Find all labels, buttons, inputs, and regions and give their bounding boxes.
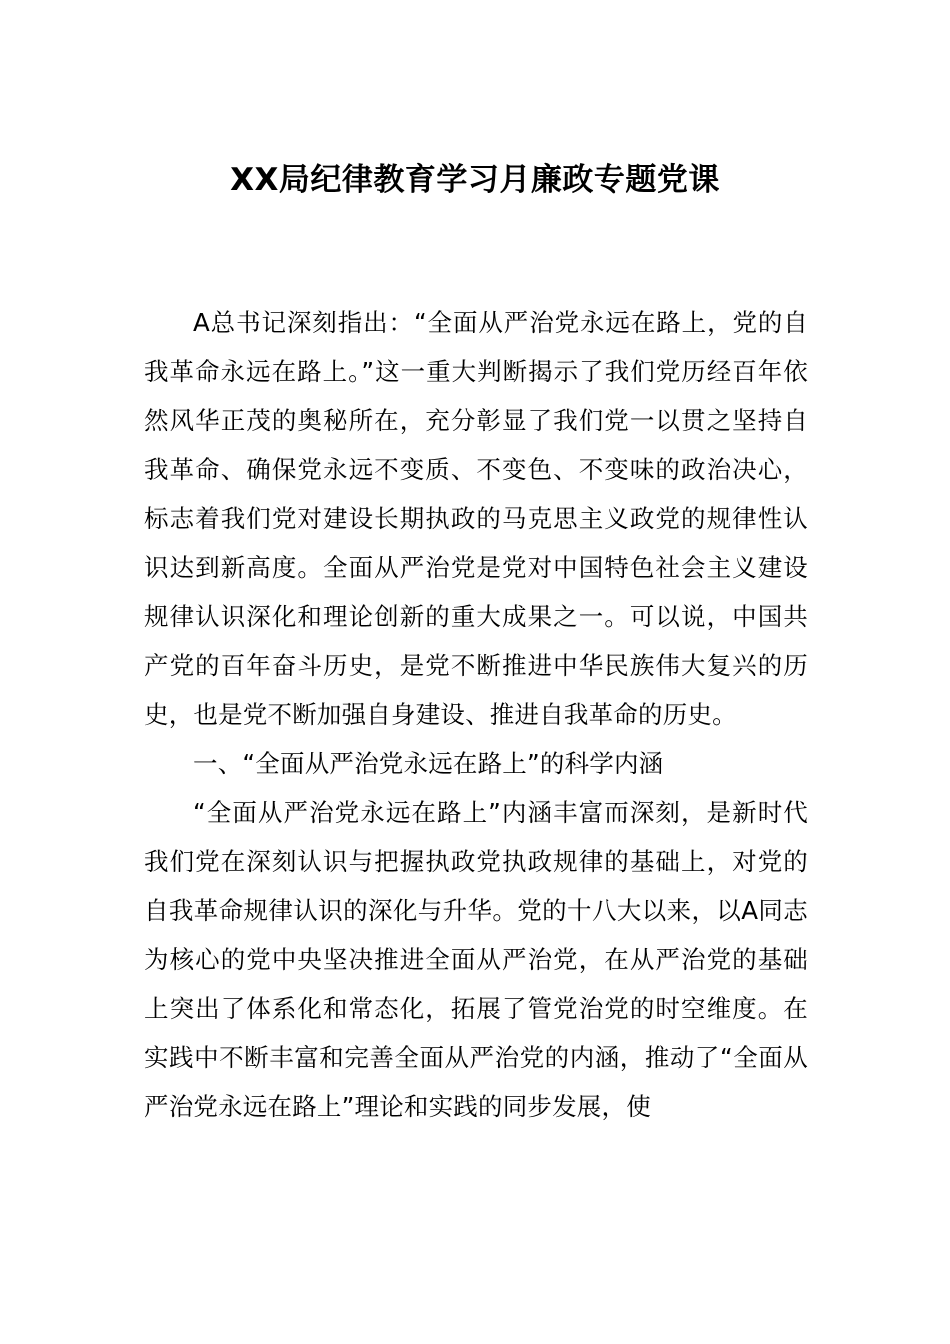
body-paragraph-intro: A总书记深刻指出：“全面从严治党永远在路上，党的自我革命永远在路上。”这一重大判断揭示了我们党历经百年依然风华正茂的奥秘所在，充分彰显了我们党一以贯之坚持自我革命、确保党永远不变质、不变色、不变味的政治决心，标志着我们党对建设长期执政的马克思主义政党的规律性认识达到新高度。全面从严治党是党对中国特色社会主义建设规律认识深化和理论创新的重大成果之一。可以说，中国共产党的百年奋斗历史，是党不断推进中华民族伟大复兴的历史，也是党不断加强自身建设、推进自我革命的历史。 <box>144 308 808 729</box>
document-title: XX局纪律教育学习月廉政专题党课 <box>230 162 720 198</box>
body-paragraph-section-1: “全面从严治党永远在路上”内涵丰富而深刻，是新时代我们党在深刻认识与把握执政党执政规律的基础上，对党的自我革命规律认识的深化与升华。党的十八大以来，以A同志为核心的党中央坚决推进全面从严治党，在从严治党的基础上突出了体系化和常态化，拓展了管党治党的时空维度。在实践中不断丰富和完善全面从严治党的内涵，推动了“全面从严治党永远在路上”理论和实践的同步发展，使 <box>144 798 808 1121</box>
section-heading-1: 一、“全面从严治党永远在路上”的科学内涵 <box>193 749 664 778</box>
document-body <box>144 298 808 1131</box>
